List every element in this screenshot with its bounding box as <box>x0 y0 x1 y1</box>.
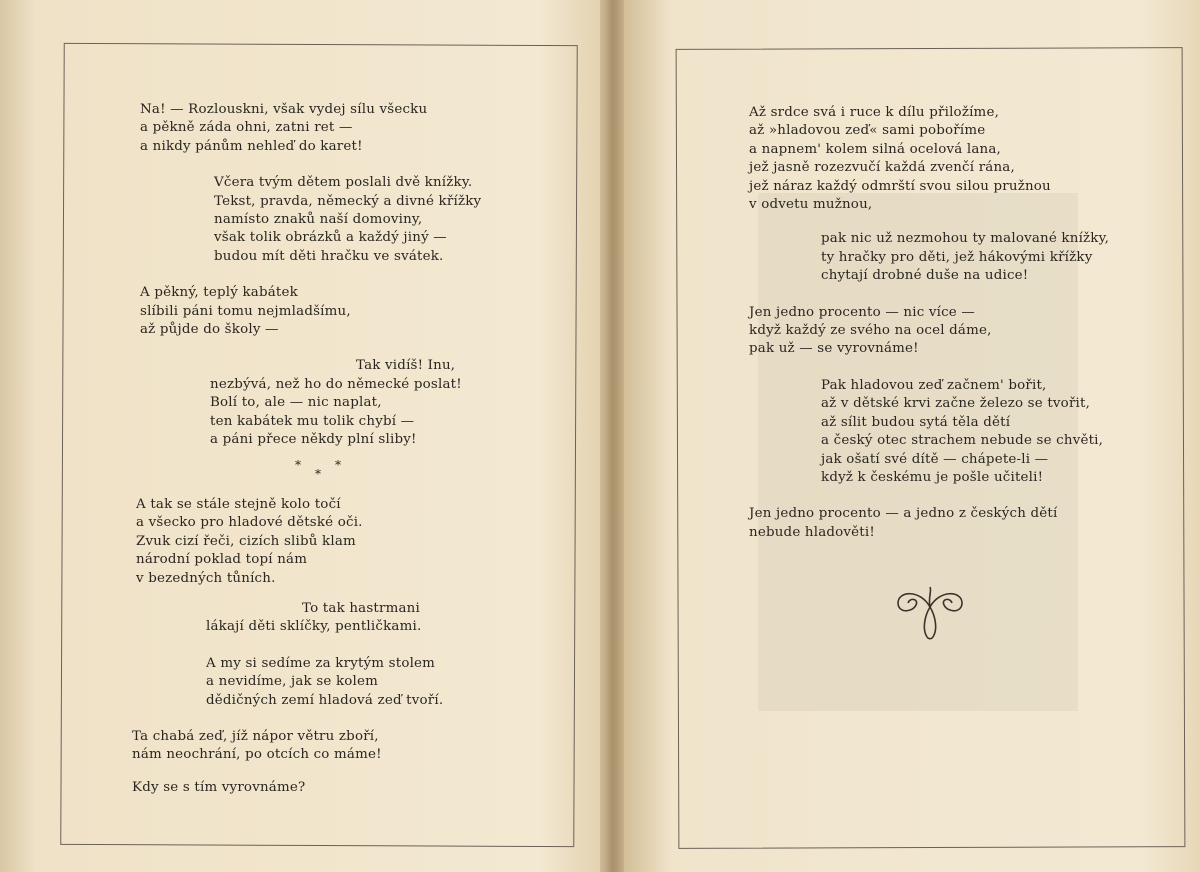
poem-line: ty hračky pro děti, jež hákovými křížky <box>821 249 1093 265</box>
poem-line: a napnem' kolem silná ocelová lana, <box>749 141 1002 157</box>
poem-line: pak nic už nezmohou ty malované knížky, <box>821 231 1110 247</box>
poem-line: pak už — se vyrovnáme! <box>749 341 919 357</box>
poem-line: však tolik obrázků a každý jiný — <box>214 230 447 246</box>
left-stanza-9 <box>132 779 443 797</box>
poem-line: jak ošatí své dítě — chápete-li — <box>821 451 1049 467</box>
poem-line: Zvuk cizí řeči, cizích slibů klam <box>136 533 356 549</box>
book-gutter <box>600 0 624 872</box>
poem-line: Kdy se s tím vyrovnáme? <box>132 779 306 795</box>
left-page-poem-part2 <box>132 496 444 815</box>
poem-line: slíbili páni tomu nejmladšímu, <box>140 303 351 319</box>
right-stanza-3 <box>749 304 1109 359</box>
poem-line: budou mít děti hračku ve svátek. <box>214 248 444 264</box>
poem-line: až sílit budou sytá těla dětí <box>821 414 1011 430</box>
left-stanza-7 <box>136 655 443 710</box>
left-stanza-1 <box>140 101 481 156</box>
right-stanza-2 <box>749 230 1109 285</box>
poem-line: Jen jedno procento — a jedno z českých dětí <box>749 506 1058 522</box>
poem-line: nám neochrání, po otcích co máme! <box>132 747 382 763</box>
poem-line: a páni přece někdy plní sliby! <box>210 432 417 448</box>
star-glyph: * <box>315 467 321 481</box>
poem-line: a český otec strachem nebude se chvěti, <box>821 433 1104 449</box>
flourish-ornament-icon <box>890 585 970 647</box>
poem-line: Tekst, pravda, německý a divné křížky <box>214 193 482 209</box>
poem-line: a všecko pro hladové dětské oči. <box>136 515 363 531</box>
left-stanza-5 <box>136 496 443 588</box>
poem-line: lákají děti sklíčky, pentličkami. <box>206 619 422 635</box>
star-glyph: * <box>335 458 341 472</box>
poem-line: v bezedných tůních. <box>136 570 276 586</box>
right-page-poem <box>749 104 1109 560</box>
poem-line: A my si sedíme za krytým stolem <box>206 655 436 671</box>
poem-line: národní poklad topí nám <box>136 552 308 568</box>
right-stanza-1 <box>749 104 1109 214</box>
poem-line: A pěkný, teplý kabátek <box>140 285 298 301</box>
left-page-poem <box>140 101 481 468</box>
poem-line: a nikdy pánům nehleď do karet! <box>140 138 363 154</box>
star-glyph: * <box>295 458 301 472</box>
left-stanza-8 <box>132 728 443 765</box>
left-stanza-3 <box>140 284 481 339</box>
poem-line: nebude hladověti! <box>749 524 875 540</box>
poem-line: jež náraz každý odmrští svou silou pružnou <box>749 178 1051 194</box>
right-stanza-4 <box>749 377 1109 487</box>
poem-line: chytají drobné duše na udice! <box>821 268 1029 284</box>
section-divider-stars <box>295 458 345 482</box>
poem-line: nezbývá, než ho do německé poslat! <box>210 376 462 392</box>
poem-line: a nevidíme, jak se kolem <box>206 674 379 690</box>
poem-line: A tak se stále stejně kolo točí <box>136 497 341 512</box>
poem-line: dědičných zemí hladová zeď tvoří. <box>206 692 444 708</box>
poem-line: až půjde do školy — <box>140 322 279 338</box>
poem-line: Tak vidíš! Inu, <box>356 358 456 374</box>
left-stanza-4 <box>140 357 481 449</box>
left-stanza-2 <box>140 174 481 266</box>
poem-line: ten kabátek mu tolik chybí — <box>210 413 415 429</box>
poem-line: Ta chabá zeď, jíž nápor větru zboří, <box>132 729 379 745</box>
poem-line: v odvetu mužnou, <box>749 197 873 213</box>
poem-line: Na! — Rozlouskni, však vydej sílu všecku <box>140 102 428 117</box>
poem-line: a pěkně záda ohni, zatni ret — <box>140 120 353 136</box>
poem-line: jež jasně rozezvučí každá zvenčí rána, <box>749 160 1015 176</box>
right-stanza-5 <box>749 505 1109 542</box>
poem-line: Až srdce svá i ruce k dílu přiložíme, <box>749 105 1000 120</box>
poem-line: když k českému je pošle učiteli! <box>821 469 1044 485</box>
poem-line: až v dětské krvi začne železo se tvořit, <box>821 396 1091 412</box>
poem-line: Pak hladovou zeď začnem' bořit, <box>821 377 1047 393</box>
poem-line: Jen jedno procento — nic více — <box>749 304 975 320</box>
poem-line: Včera tvým dětem poslali dvě knížky. <box>214 175 473 191</box>
poem-line: když každý ze svého na ocel dáme, <box>749 323 992 339</box>
left-stanza-6 <box>136 600 443 637</box>
poem-line: až »hladovou zeď« sami poboříme <box>749 123 986 139</box>
poem-line: namísto znaků naší domoviny, <box>214 212 423 228</box>
poem-line: Bolí to, ale — nic naplat, <box>210 395 382 411</box>
poem-line: To tak hastrmani <box>302 601 420 617</box>
